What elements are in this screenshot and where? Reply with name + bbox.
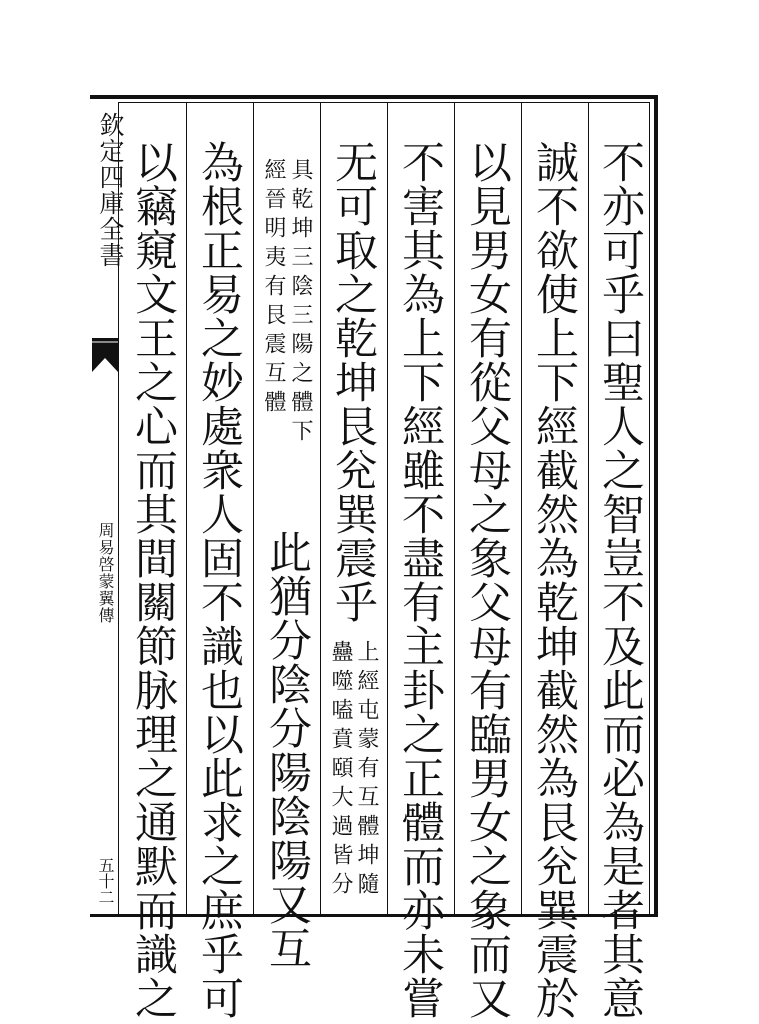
column-rule — [186, 102, 187, 914]
margin-strip — [92, 102, 125, 914]
text-column-7: 為根正易之妙處衆人固不識也以此求之庶乎可 — [194, 140, 244, 1020]
text-column-3: 以見男女有從父母之象父母有臨男女之象而又 — [462, 140, 512, 1020]
text-column-1: 不亦可乎曰聖人之智豈不及此而必為是者其意 — [595, 140, 645, 1020]
column-rule — [454, 102, 455, 914]
text-column-6-main: 此猶分陰分陽陰陽又互 — [262, 530, 312, 970]
text-column-2: 誠不欲使上下經截然為乾坤截然為艮兊巽震於 — [529, 140, 579, 1020]
annotation-column-6-left: 經晉明夷有艮震互體 — [261, 158, 286, 419]
column-rule — [253, 102, 254, 914]
text-column-5-main: 无可取之乾坤艮兊巽震乎 — [328, 140, 378, 624]
annotation-column-6-right: 具乾坤三陰三陽之體下 — [288, 158, 313, 448]
column-rule — [521, 102, 522, 914]
column-rule — [588, 102, 589, 914]
column-rule — [387, 102, 388, 914]
margin-page-number: 五十二 — [96, 857, 115, 905]
annotation-column-5-right: 上經屯蒙有互體坤隨 — [354, 640, 379, 901]
column-rule — [320, 102, 321, 914]
text-column-4: 不害其為上下經雖不盡有主卦之正體而亦未嘗 — [395, 140, 445, 1020]
margin-title: 欽定四庫全書 — [96, 112, 125, 268]
fishtail-mark — [92, 338, 118, 372]
text-column-8: 以竊窺文王之心而其間關節脉理之通默而識之 — [128, 140, 178, 1020]
margin-book-title: 周易啓蒙翼傳 — [96, 522, 115, 624]
annotation-column-5-left: 蠱噬嗑賁頤大過皆分 — [328, 640, 353, 901]
